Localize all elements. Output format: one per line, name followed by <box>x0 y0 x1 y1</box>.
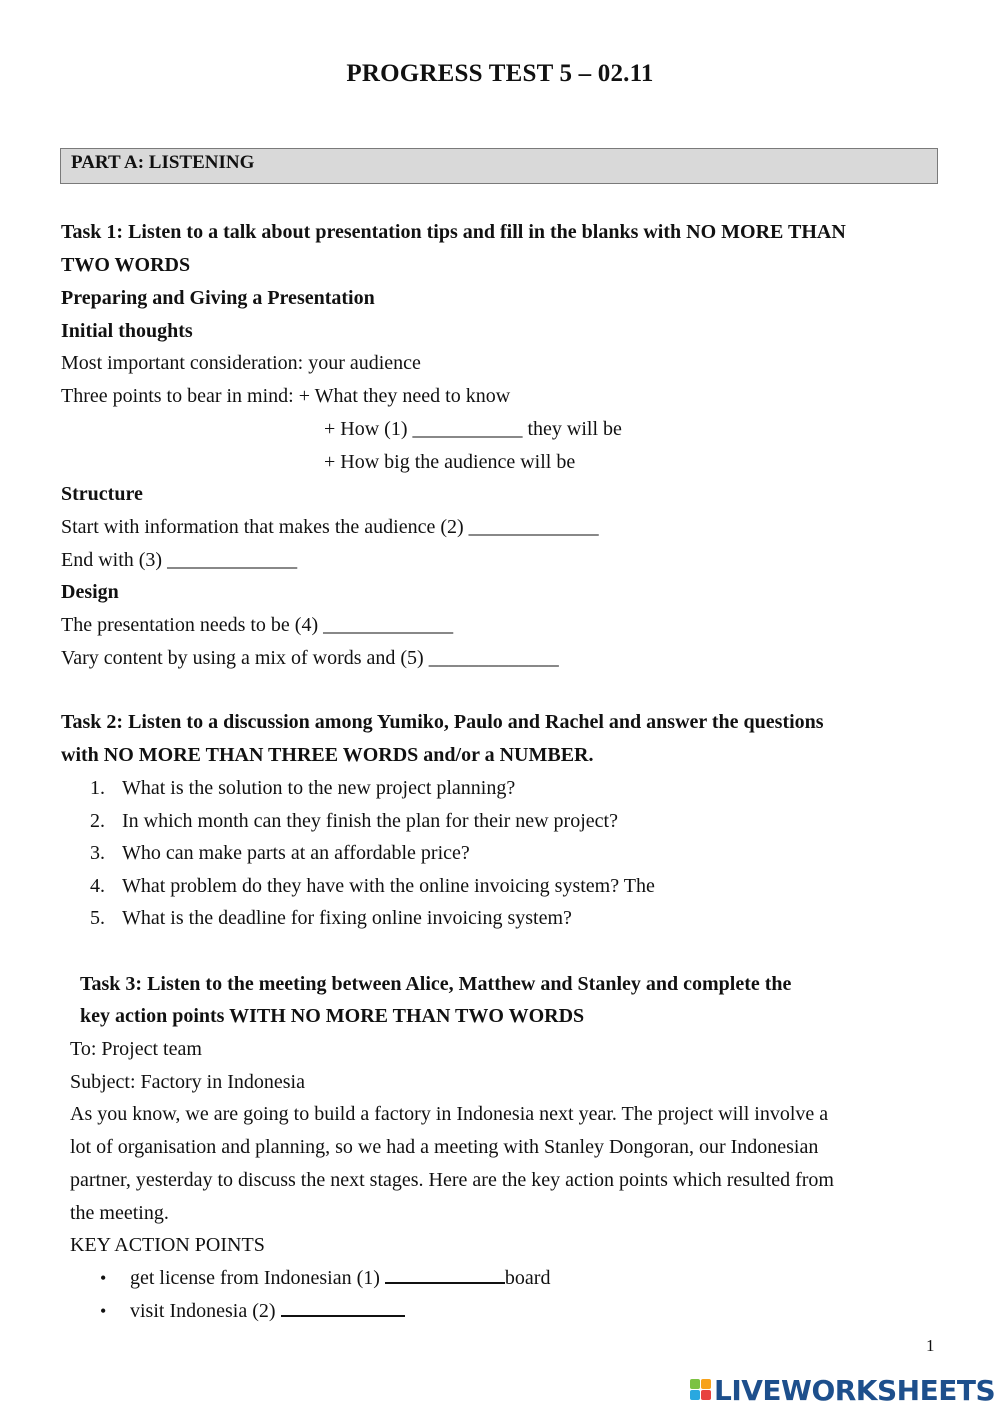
memo-paragraph-line3: partner, yesterday to discuss the next stages. Here are the key action points which resulted from <box>70 1169 834 1191</box>
key-point-1-text: get license from Indonesian (1) <box>130 1267 380 1289</box>
liveworksheets-logo <box>690 1372 995 1408</box>
question-number: 2. <box>90 810 105 832</box>
answer-blank-1 <box>385 1262 505 1284</box>
memo-paragraph-line4: the meeting. <box>70 1202 169 1224</box>
memo-paragraph-line2: lot of organisation and planning, so we had a meeting with Stanley Dongoran, our Indonesian <box>70 1136 819 1158</box>
key-point-1-suffix: board <box>504 1267 551 1289</box>
task3-heading-line2: key action points WITH NO MORE THAN TWO WORDS <box>80 1005 585 1027</box>
question-text: Who can make parts at an affordable price? <box>122 842 470 864</box>
task1-heading-line1: Task 1: Listen to a talk about presentation tips and fill in the blanks with NO MORE THAN <box>61 221 846 243</box>
how-big-line: + How big the audience will be <box>324 451 576 473</box>
consideration-line: Most important consideration: your audience <box>61 352 421 374</box>
answer-blank-2 <box>281 1295 405 1317</box>
initial-thoughts-heading: Initial thoughts <box>61 320 193 342</box>
start-blank-2-line: Start with information that makes the audience (2) _____________ <box>61 516 599 538</box>
memo-subject: Subject: Factory in Indonesia <box>70 1071 305 1093</box>
needs-blank-4-line: The presentation needs to be (4) _____________ <box>61 614 454 636</box>
task1-subheading: Preparing and Giving a Presentation <box>61 287 375 309</box>
question-text: What is the solution to the new project planning? <box>122 777 516 799</box>
task2-heading-line2: with NO MORE THAN THREE WORDS and/or a NUMBER. <box>61 744 594 766</box>
task3-heading-line1: Task 3: Listen to the meeting between Alice, Matthew and Stanley and complete the <box>80 973 792 995</box>
part-a-label: PART A: LISTENING <box>71 152 255 173</box>
question-number: 1. <box>90 777 105 799</box>
page-number: 1 <box>926 1336 935 1355</box>
memo-to: To: Project team <box>70 1038 202 1060</box>
question-number: 4. <box>90 875 105 897</box>
part-a-banner <box>60 148 938 184</box>
end-blank-3-line: End with (3) _____________ <box>61 549 298 571</box>
question-text: What is the deadline for fixing online invoicing system? <box>122 907 572 929</box>
structure-heading: Structure <box>61 483 143 505</box>
bullet-dot: • <box>100 1301 107 1321</box>
liveworksheets-logo-icon <box>690 1377 712 1403</box>
key-point-1 <box>130 1262 550 1295</box>
page-title: PROGRESS TEST 5 – 02.11 <box>346 60 654 87</box>
key-point-2-text: visit Indonesia (2) <box>130 1300 276 1322</box>
memo-paragraph-line1: As you know, we are going to build a factory in Indonesia next year. The project will involve a <box>70 1103 829 1125</box>
question-number: 3. <box>90 842 105 864</box>
key-action-points-heading: KEY ACTION POINTS <box>70 1234 265 1256</box>
key-point-2 <box>130 1295 405 1328</box>
task2-heading-line1: Task 2: Listen to a discussion among Yumiko, Paulo and Rachel and answer the questions <box>61 711 824 733</box>
bullet-dot: • <box>100 1268 107 1288</box>
design-heading: Design <box>61 581 119 603</box>
how-blank-1-line: + How (1) ___________ they will be <box>324 418 622 440</box>
liveworksheets-logo-text: LIVEWORKSHEETS <box>714 1373 996 1407</box>
three-points-line: Three points to bear in mind: + What they need to know <box>61 385 511 407</box>
question-text: In which month can they finish the plan for their new project? <box>122 810 618 832</box>
task1-heading-line2: TWO WORDS <box>61 254 191 276</box>
vary-blank-5-line: Vary content by using a mix of words and (5) _____________ <box>61 647 559 669</box>
question-number: 5. <box>90 907 105 929</box>
question-text: What problem do they have with the online invoicing system? The <box>122 875 655 897</box>
